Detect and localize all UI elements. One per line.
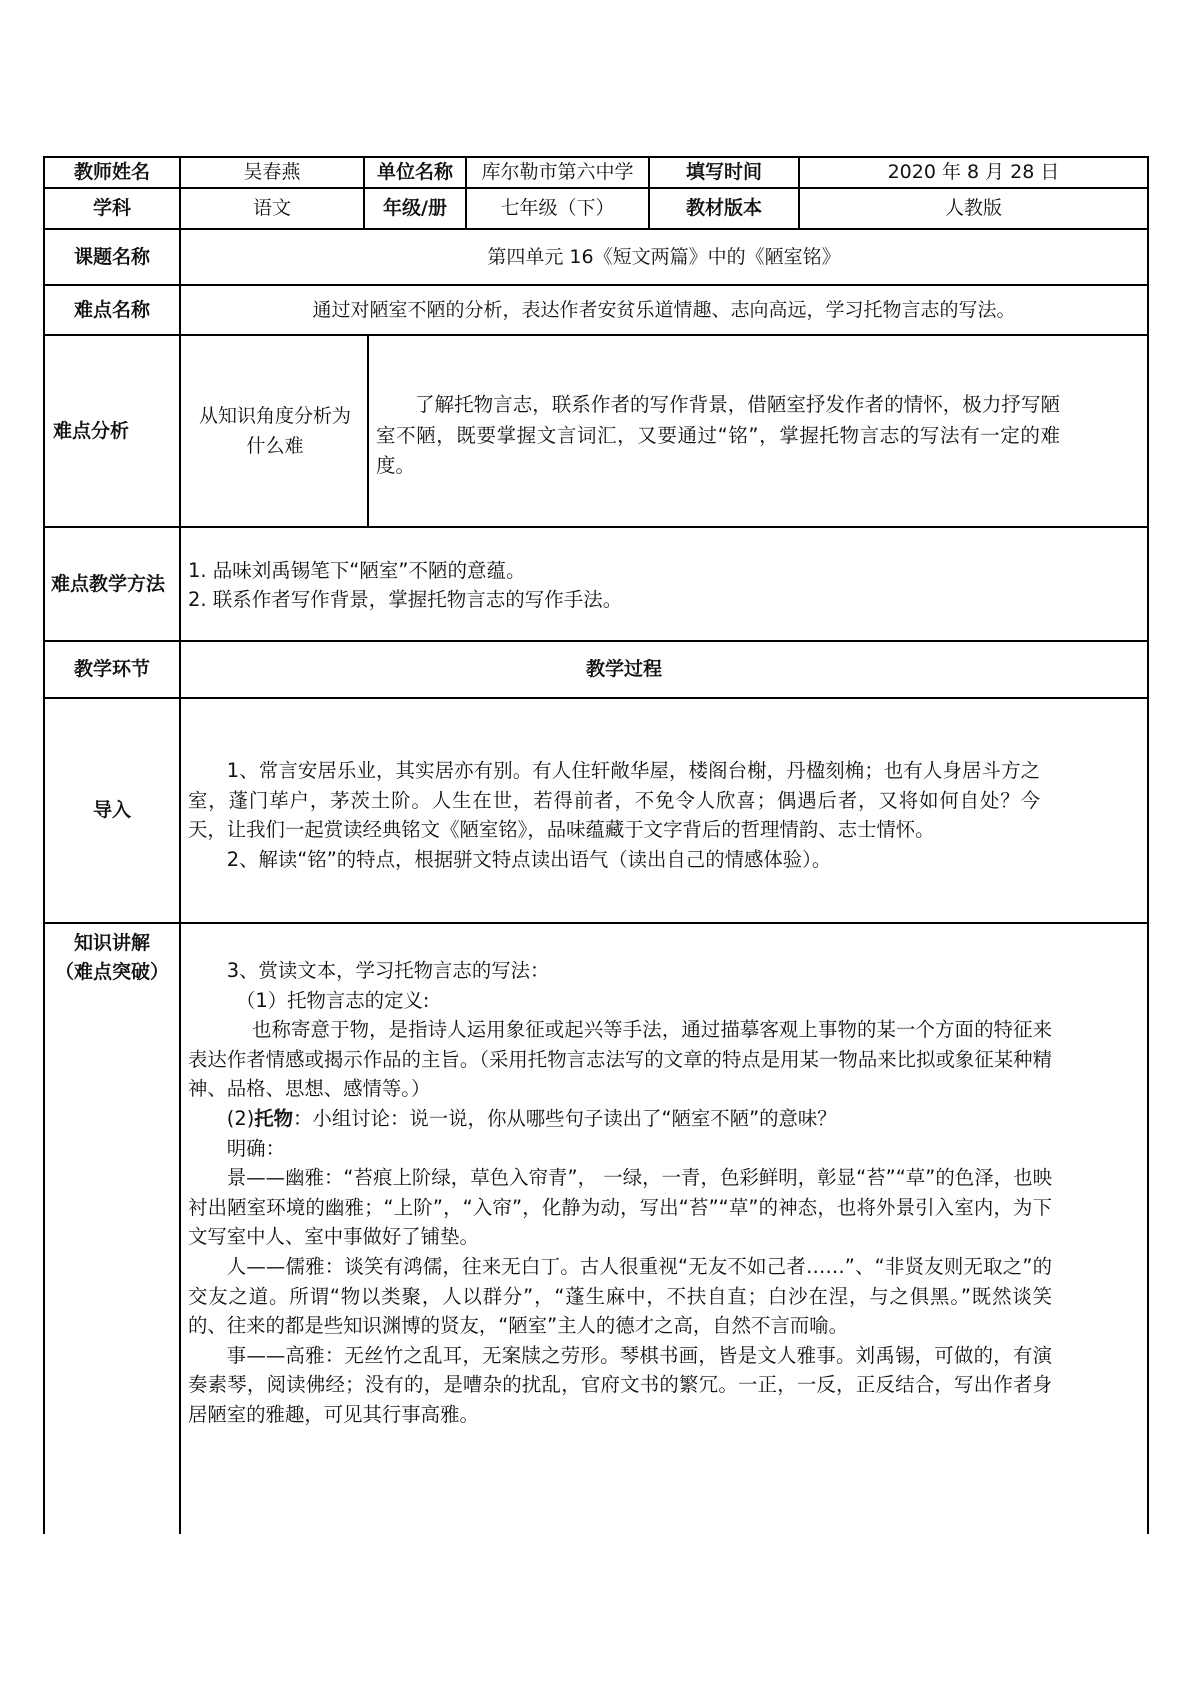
edition-value: 人教版 (944, 197, 1002, 220)
teacher-name-value: 吴春燕 (243, 161, 301, 184)
row-line (43, 697, 1149, 699)
knowledge-label (45, 926, 179, 990)
row-line (43, 526, 1149, 528)
intro-label: 导入 (92, 799, 131, 822)
intro-paragraph-2: 2、解读“铭”的特点，根据骈文特点读出语气（读出自己的情感体验）。 (226, 847, 832, 871)
teaching-process-heading: 教学过程 (585, 658, 662, 681)
intro-paragraph-1: 1、常言安居乐业，其实居亦有别。有人住轩敞华屋，楼阁台榭，丹楹刻桷；也有人身居斗方之室，蓬门荜户，茅茨土阶。人生在世，若得前者，不免令人欣喜；偶遇后者，又将如何自处？今天，让我们一起赏读经典铭文《陋室铭》，品味蕴藏于文字背后的哲理情韵、志士情怀。 (188, 759, 1040, 841)
teacher-name-label: 教师姓名 (73, 161, 150, 184)
knowledge-paragraph-1: 3、赏读文本，学习托物言志的写法： (226, 959, 550, 982)
fill-time-value: 2020 年 8 月 28 日 (887, 161, 1060, 184)
method-item-1: 1. 品味刘禹锡笔下“陋室”不陋的意蕴。 (188, 559, 526, 582)
knowledge-paragraph-2: （1）托物言志的定义: (236, 988, 430, 1012)
analysis-label: 难点分析 (53, 419, 130, 442)
subject-label: 学科 (92, 197, 131, 220)
row-line (43, 922, 1149, 924)
knowledge-label-line-1: 知识讲解 (73, 932, 150, 954)
knowledge-label-line-2: （难点突破） (54, 961, 169, 983)
difficulty-value: 通过对陋室不陋的分析，表达作者安贫乐道情趣、志向高远，学习托物言志的写法。 (312, 298, 1016, 321)
edition-label: 教材版本 (685, 197, 762, 220)
knowledge-paragraph-4 (188, 1104, 1052, 1134)
column-line (367, 334, 369, 528)
unit-name-label: 单位名称 (376, 161, 453, 184)
method-label: 难点教学方法 (51, 572, 166, 595)
analysis-sub-label: 从知识角度分析为什么难 (198, 405, 351, 457)
difficulty-label: 难点名称 (73, 298, 150, 321)
column-line (179, 156, 181, 1534)
knowledge-p4-bold: 托物 (254, 1106, 294, 1130)
method-list (188, 556, 1138, 614)
knowledge-paragraph-3: 也称寄意于物，是指诗人运用象征或起兴等手法，通过描摹客观上事物的某一个方面的特征来表达作者情感或揭示作品的主旨。（采用托物言志法写的文章的特点是用某一物品来比拟或象征某种精神、品格、思想、感情等。） (188, 1018, 1052, 1101)
knowledge-paragraph-6: 景——幽雅：“苔痕上阶绿，草色入帘青”， 一绿，一青，色彩鲜明，彰显“苔”“草”的色泽，也映衬出陋室环境的幽雅；“上阶”，“入帘”，化静为动，写出“苔”“草”的神态，也将外景引入室内，为下文写室中人、室中事做好了铺垫。 (188, 1166, 1052, 1249)
knowledge-paragraph-5: 明确： (226, 1136, 285, 1160)
knowledge-paragraph-7: 人——儒雅：谈笑有鸿儒，往来无白丁。古人很重视“无友不如己者……”、“非贤友则无取之”的交友之道。所谓“物以类聚，人以群分”，“蓬生麻中，不扶自直；白沙在涅，与之俱黑。”既然谈笑的、往来的都是些知识渊博的贤友，“陋室”主人的德才之高，自然不言而喻。 (188, 1254, 1052, 1338)
grade-value: 七年级（下） (500, 197, 615, 220)
topic-label: 课题名称 (73, 245, 150, 268)
grade-label: 年级/册 (383, 197, 447, 220)
method-item-2: 2. 联系作者写作背景，掌握托物言志的写作手法。 (188, 588, 623, 611)
teaching-stage-label: 教学环节 (73, 658, 150, 681)
knowledge-p4-prefix: (2) (226, 1106, 255, 1130)
subject-value: 语文 (252, 197, 291, 220)
fill-time-label: 填写时间 (685, 161, 762, 184)
analysis-text: 了解托物言志，联系作者的写作背景，借陋室抒发作者的情怀，极力抒写陋室不陋，既要掌握文言词汇，又要通过“铭”，掌握托物言志的写法有一定的难度。 (376, 393, 1060, 477)
knowledge-paragraph-8: 事——高雅：无丝竹之乱耳，无案牍之劳形。琴棋书画，皆是文人雅事。刘禹锡，可做的，有演奏素琴，阅读佛经；没有的，是嘈杂的扰乱，官府文书的繁冗。一正，一反，正反结合，写出作者身居陋室的雅趣，可见其行事高雅。 (188, 1343, 1052, 1426)
topic-value: 第四单元 16《短文两篇》中的《陋室铭》 (487, 245, 841, 268)
knowledge-text (188, 956, 1052, 1430)
unit-name-value: 库尔勒市第六中学 (481, 161, 634, 184)
intro-text (188, 756, 1040, 874)
knowledge-p4-rest: ：小组讨论：说一说，你从哪些句子读出了“陋室不陋”的意味？ (293, 1106, 837, 1130)
